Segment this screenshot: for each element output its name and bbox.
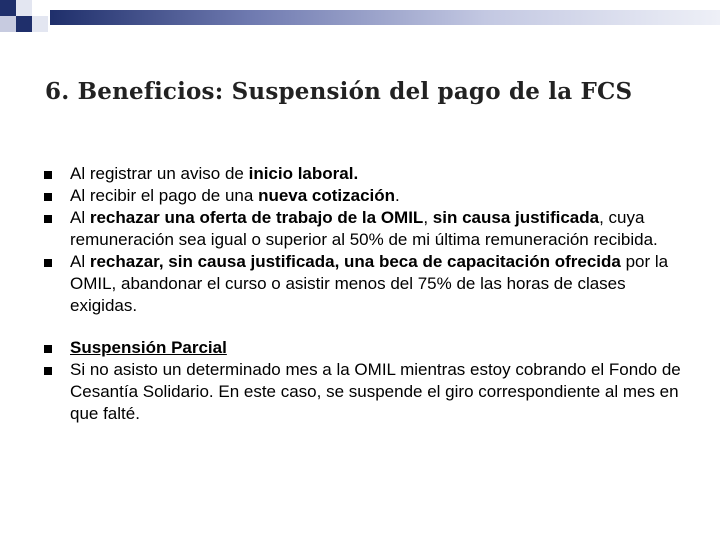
bullet-text-segment: Al — [70, 208, 90, 227]
bullet-text-segment: . — [395, 186, 400, 205]
bullet-text-segment: rechazar una oferta de trabajo de la OMIL — [89, 208, 424, 227]
bullet-item — [44, 359, 694, 425]
square-bullet-icon — [44, 367, 52, 375]
bullet-text-segment: Si no asisto un determinado mes a la OMIL mientras estoy cobrando el Fondo de Cesantía Solidario. En este caso, se suspende el giro correspondiente al mes en que falté. — [70, 360, 681, 423]
square-bullet-icon — [44, 215, 52, 223]
square-bullet-icon — [44, 171, 52, 179]
square-bullet-icon — [44, 193, 52, 201]
bullet-item — [44, 251, 694, 317]
bullet-item — [44, 185, 694, 207]
header-square-light — [32, 16, 48, 32]
bullet-text-segment: Suspensión Parcial — [70, 338, 227, 357]
bullet-text-segment: Al registrar un aviso de — [70, 164, 249, 183]
header-gradient-bar — [50, 10, 720, 25]
header-square-light — [16, 0, 32, 16]
bullet-text-segment: sin causa justificada — [432, 208, 600, 227]
bullet-text-segment: inicio laboral. — [248, 164, 359, 183]
header-square-light — [0, 16, 16, 32]
bullet-text-segment: rechazar, sin causa justificada, una beca de capacitación ofrecida — [89, 252, 621, 271]
bullet-text-segment: por la OMIL, abandonar el curso o asistir menos del 75% de las horas de clases exigidas. — [70, 252, 669, 315]
bullet-text-segment: nueva cotización — [258, 186, 396, 205]
square-bullet-icon — [44, 345, 52, 353]
square-bullet-icon — [44, 259, 52, 267]
header-square-dark — [0, 0, 16, 16]
bullet-text-segment: , — [423, 208, 433, 227]
bullet-text-segment: Al recibir el pago de una — [70, 186, 259, 205]
bullet-group-partial — [44, 337, 694, 425]
bullet-item — [44, 207, 694, 251]
bullet-text-segment: , cuya remuneración sea igual o superior al 50% de mi última remuneración recibida. — [70, 208, 658, 249]
bullet-text-segment: Al — [70, 252, 90, 271]
slide-title: 6. Beneficios: Suspensión del pago de la FCS — [45, 78, 633, 105]
spacer — [44, 317, 694, 337]
bullet-list — [44, 163, 694, 425]
header-square-dark — [16, 16, 32, 32]
bullet-group-conditions — [44, 163, 694, 317]
bullet-item — [44, 337, 694, 359]
bullet-item — [44, 163, 694, 185]
